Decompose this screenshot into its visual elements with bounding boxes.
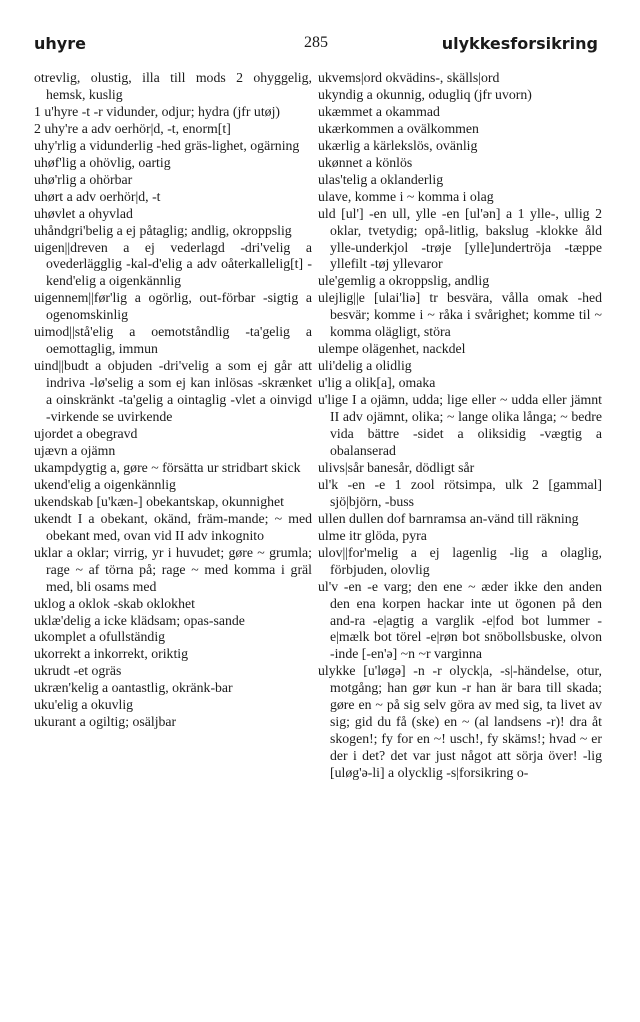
dictionary-entry: uklog a oklok -skab oklokhet [34, 595, 195, 611]
dictionary-entry: ulas'telig a oklanderlig [318, 171, 444, 187]
dictionary-entry: ul'k -en -e 1 zool rötsimpa, ulk 2 [gammal] sjö|björn, -buss [318, 476, 602, 509]
dictionary-entry: ukendt I a obekant, okänd, främ-mande; ~ med obekant med, ovan vid II adv inkognito [34, 510, 312, 543]
dictionary-entry: uli'delig a olidlig [318, 358, 412, 374]
dictionary-entry: uind||budt a objuden -dri'velig a som ej går att indriva -lø'selig a som ej kan inlösas -skrænket a oinskränkt -ta'gelig a ointaglig -vlet a oinvigd -virkende se uvirkende [34, 358, 312, 425]
dictionary-entry: ulave, komme i ~ komma i olag [318, 188, 494, 204]
dictionary-entry: ukampdygtig a, gøre ~ försätta ur stridbart skick [34, 459, 301, 475]
dictionary-entry: ulejlig||e [ulai'liə] tr besvära, vålla omak -hed besvär; komme i ~ råka i svårighet; komme til ~ komma olägligt, störa [318, 290, 602, 340]
dictionary-entry: ulykke [u'løgə] -n -r olyck|a, -s|-händelse, otur, motgång; han gør kun -r han är bara till skada; gøre en ~ på sig selv göra av med sig, ta livet av sig; gid du få (ske) en ~ (al landsens -r)! dra åt skogen!; fy for en ~! usch!, fy skäms!; hvad ~ er der i det? det var just något att sörja över! -lig [uløg'ə-li] a olycklig -s|forsikring o- [318, 663, 602, 781]
dictionary-entry: uku'elig a okuvlig [34, 697, 134, 713]
page-number: 285 [304, 34, 328, 51]
dictionary-entry: ulov||for'melig a ej lagenlig -lig a olaglig, förbjuden, olovlig [318, 544, 602, 577]
dictionary-entry: ulempe olägenhet, nackdel [318, 341, 466, 357]
dictionary-entry: ulivs|sår banesår, dödligt sår [318, 459, 475, 475]
dictionary-entry: ujordet a obegravd [34, 426, 138, 442]
dictionary-entry: ul'v -en -e varg; den ene ~ æder ikke den anden den ena korpen hackar inte ut ögonen på den and-ra -e|agtig a varglik -e|fod bot lummer -e|mælk bot törel -e|røn bot snöbollsbuske, olvon -inde [-en'ə] ~n ~r varginna [318, 578, 602, 662]
dictionary-entry: 1 u'hyre -t -r vidunder, odjur; hydra (jfr utøj) [34, 103, 280, 119]
dictionary-entry: uhåndgri'belig a ej påtaglig; andlig, okroppslig [34, 222, 292, 238]
dictionary-entry: u'lig a olik[a], omaka [318, 375, 436, 391]
dictionary-entry: ulme itr glöda, pyra [318, 527, 427, 543]
dictionary-entry: ukendskab [u'kæn-] obekantskap, okunnighet [34, 493, 285, 509]
dictionary-entry: ukønnet a könlös [318, 154, 413, 170]
dictionary-entry: uhy'rlig a vidunderlig -hed gräs-lighet, ogärning [34, 137, 300, 153]
page-header [34, 34, 598, 58]
dictionary-entry: uimod||stå'elig a oemotståndlig -ta'gelig a oemottaglig, immun [34, 324, 312, 357]
dictionary-entry: uigennem||før'lig a ogörlig, out-förbar -sigtig a ogenomskinlig [34, 290, 312, 323]
dictionary-entry: ukærlig a kärlekslös, ovänlig [318, 137, 478, 153]
dictionary-entry: uhøf'lig a ohövlig, oartig [34, 154, 171, 170]
dictionary-entry: ukræn'kelig a oantastlig, okränk-bar [34, 680, 233, 696]
dictionary-entry: uhørt a adv oerhör|d, -t [34, 188, 161, 204]
dictionary-entry: ukurant a ogiltig; osäljbar [34, 714, 177, 730]
header-first-headword: uhyre [34, 34, 86, 53]
dictionary-entry: uklæ'delig a icke klädsam; opas-sande [34, 612, 245, 628]
dictionary-entry: ule'gemlig a okroppslig, andlig [318, 273, 490, 289]
header-last-headword: ulykkesforsikring [441, 34, 598, 53]
dictionary-entry: uklar a oklar; virrig, yr i huvudet; gøre ~ grumla; rage ~ af törna på; rage ~ med komma i gräl med, bli osams med [34, 544, 312, 594]
dictionary-entry: u'lige I a ojämn, udda; lige eller ~ udda eller jämnt II adv ojämnt, olika; ~ lange olika långa; ~ bedre vida bättre -sidet a oliksidig -vægtig a obalanserad [318, 392, 602, 458]
dictionary-entry: uhøvlet a ohyvlad [34, 205, 133, 221]
left-column [34, 70, 312, 731]
dictionary-entry: ukæmmet a okammad [318, 103, 440, 119]
dictionary-entry: ullen dullen dof barnramsa an-vänd till räkning [318, 510, 579, 526]
dictionary-entry: ukærkommen a ovälkommen [318, 120, 479, 136]
dictionary-entry: ukend'elig a oigenkännlig [34, 476, 176, 492]
dictionary-entry: ukorrekt a inkorrekt, oriktig [34, 646, 189, 662]
dictionary-entry: ukrudt -et ogräs [34, 663, 122, 679]
right-column [318, 70, 602, 782]
dictionary-entry: ukomplet a ofullständig [34, 629, 166, 645]
dictionary-entry: 2 uhy're a adv oerhör|d, -t, enorm[t] [34, 120, 231, 136]
dictionary-entry: otrevlig, olustig, illa till mods 2 ohyggelig, hemsk, kuslig [34, 70, 312, 102]
dictionary-entry: ujævn a ojämn [34, 442, 116, 458]
dictionary-entry: ukyndig a okunnig, odugliq (jfr uvorn) [318, 86, 532, 102]
dictionary-entry: uhø'rlig a ohörbar [34, 171, 133, 187]
dictionary-entry: ukvems|ord okvädins-, skälls|ord [318, 70, 500, 85]
dictionary-entry: uld [ul'] -en ull, ylle -en [ul'ən] a 1 ylle-, ullig 2 oklar, tvetydig; opå-litlig, bakslug -klokke åld ylle-underkjol -trøje [ylle]undertröja -tæppe yllefilt -tøj yllevaror [318, 205, 602, 272]
dictionary-entry: uigen||dreven a ej vederlagd -dri'velig a ovederlägglig -kal-d'elig a adv oåterkallelig[t] -kend'elig a oigenkännlig [34, 239, 312, 289]
